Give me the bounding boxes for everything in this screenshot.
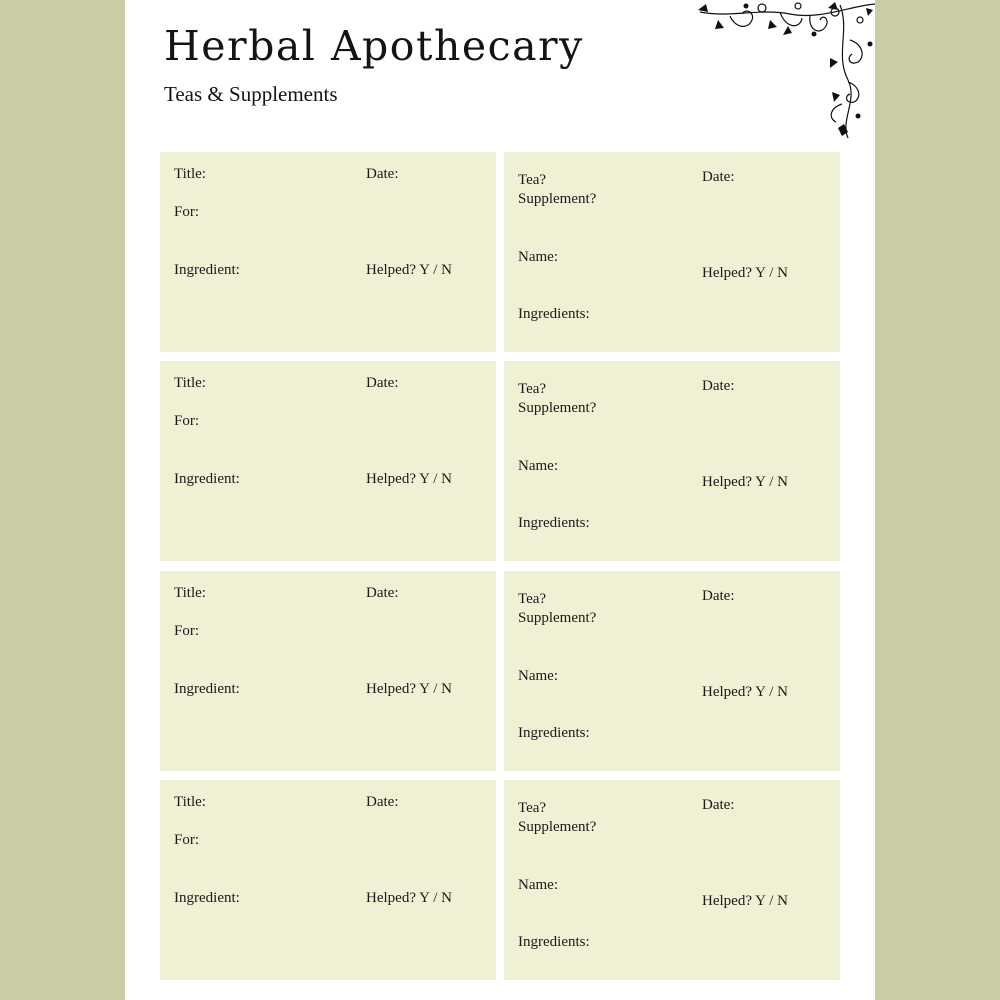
date-label: Date:: [366, 794, 399, 810]
for-label: For:: [174, 413, 200, 429]
supplement-label: Supplement?: [518, 400, 597, 416]
helped-label: Helped? Y / N: [702, 265, 788, 281]
page-title: Herbal Apothecary: [164, 22, 584, 70]
page-subtitle: Teas & Supplements: [164, 82, 338, 106]
for-label: For:: [174, 623, 200, 639]
ingredient-label: Ingredient:: [174, 890, 240, 906]
ingredients-label: Ingredients:: [518, 515, 590, 531]
floral-vine-corner-icon: [690, 0, 875, 140]
herb-log-card: [160, 152, 496, 352]
helped-label: Helped? Y / N: [366, 262, 452, 278]
herb-log-card: [160, 361, 496, 561]
helped-label: Helped? Y / N: [366, 471, 452, 487]
for-label: For:: [174, 832, 200, 848]
name-label: Name:: [518, 877, 558, 893]
helped-label: Helped? Y / N: [702, 684, 788, 700]
helped-label: Helped? Y / N: [702, 474, 788, 490]
date-label: Date:: [702, 797, 735, 813]
title-label: Title:: [174, 585, 206, 601]
helped-label: Helped? Y / N: [702, 893, 788, 909]
supplement-label: Supplement?: [518, 819, 597, 835]
ingredients-label: Ingredients:: [518, 934, 590, 950]
ingredient-label: Ingredient:: [174, 681, 240, 697]
for-label: For:: [174, 204, 200, 220]
supplement-label: Supplement?: [518, 191, 597, 207]
tea-supplement-card: [504, 361, 840, 561]
helped-label: Helped? Y / N: [366, 681, 452, 697]
date-label: Date:: [366, 585, 399, 601]
helped-label: Helped? Y / N: [366, 890, 452, 906]
supplement-label: Supplement?: [518, 610, 597, 626]
title-label: Title:: [174, 794, 206, 810]
tea-supplement-card: [504, 780, 840, 980]
date-label: Date:: [702, 169, 735, 185]
herb-log-card: [160, 780, 496, 980]
tea-label: Tea?: [518, 591, 547, 607]
ingredient-label: Ingredient:: [174, 262, 240, 278]
title-label: Title:: [174, 375, 206, 391]
date-label: Date:: [366, 375, 399, 391]
herb-log-card: [160, 571, 496, 771]
tea-label: Tea?: [518, 800, 547, 816]
name-label: Name:: [518, 458, 558, 474]
ingredient-label: Ingredient:: [174, 471, 240, 487]
ingredients-label: Ingredients:: [518, 306, 590, 322]
planner-sheet: [125, 0, 875, 1000]
date-label: Date:: [702, 588, 735, 604]
date-label: Date:: [366, 166, 399, 182]
title-label: Title:: [174, 166, 206, 182]
tea-supplement-card: [504, 152, 840, 352]
name-label: Name:: [518, 249, 558, 265]
tea-label: Tea?: [518, 381, 547, 397]
name-label: Name:: [518, 668, 558, 684]
tea-label: Tea?: [518, 172, 547, 188]
ingredients-label: Ingredients:: [518, 725, 590, 741]
date-label: Date:: [702, 378, 735, 394]
tea-supplement-card: [504, 571, 840, 771]
